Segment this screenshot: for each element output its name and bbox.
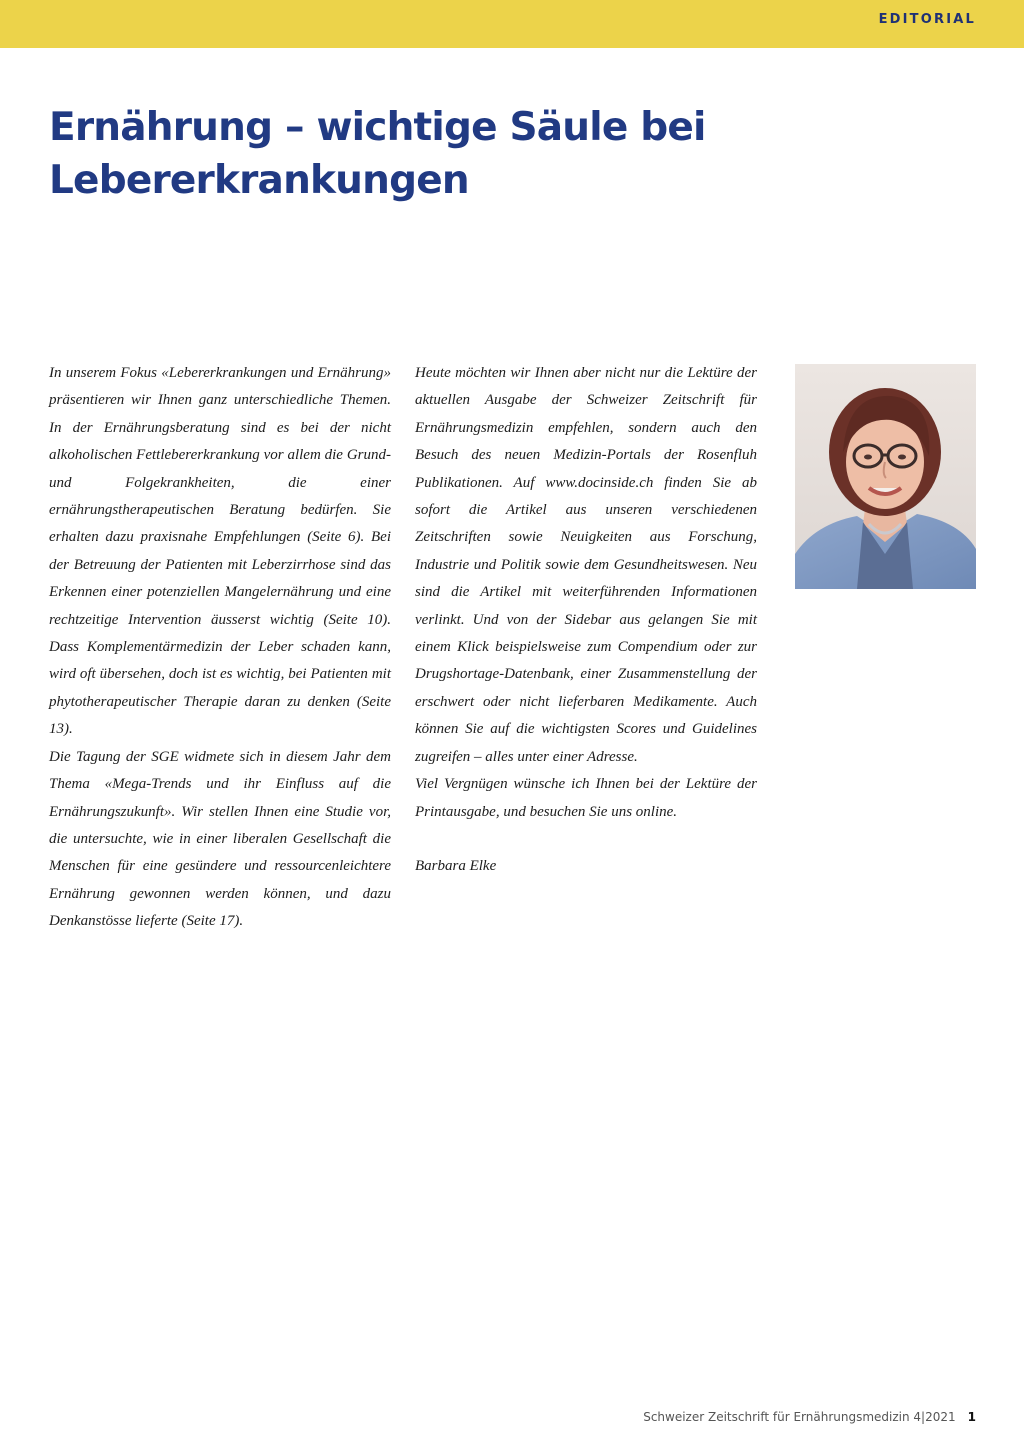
right-column [415, 360, 757, 881]
paragraph: Viel Vergnügen wünsche ich Ihnen bei der Lektüre der Printausgabe, und besuchen Sie uns online. [415, 776, 757, 820]
section-label: EDITORIAL [878, 12, 976, 27]
paragraph: Heute möchten wir Ihnen aber nicht nur die Lektüre der aktuellen Ausgabe der Schweizer Zeitschrift für Ernährungsmedizin empfehlen, sondern auch den Besuch des neuen Medizin-Portals der Rosenfluh Publikationen. Auf www.docinside.ch finden Sie ab sofort die Artikel aus unseren verschiedenen Zeitschriften sowie Neuigkeiten aus Forschung, Industrie und Politik sowie dem Gesundheitswesen. Neu sind die Artikel mit weiterführenden Informationen verlinkt. Und von der Sidebar aus gelangen Sie mit einem Klick beispielsweise zum Compendium oder zur Drugshortage-Datenbank, einer Zusammenstellung der erschwert oder nicht lieferbaren Medikamente. Auch können Sie auf die wichtigsten Scores und Guidelines zugreifen – alles unter einer Adresse. [415, 365, 757, 765]
header-band [0, 0, 1024, 48]
paragraph: In unserem Fokus «Lebererkrankungen und Ernährung» präsentieren wir Ihnen ganz unterschiedliche Themen. In der Ernährungsberatung sind es bei der nicht alkoholischen Fettlebererkrankung vor allem die Grund- und Folgekrankheiten, die einer ernährungstherapeutischen Beratung bedürfen. Sie erhalten dazu praxisnahe Empfehlungen (Seite 6). Bei der Betreuung der Patienten mit Leberzirrhose sind das Erkennen einer potenziellen Mangelernährung und eine rechtzeitige Intervention äusserst wichtig (Seite 10). Dass Komplementärmedizin der Leber schaden kann, wird oft übersehen, doch ist es wichtig, bei Patienten mit phytotherapeutischer Therapie daran zu denken (Seite 13). [49, 365, 391, 738]
paragraph: Die Tagung der SGE widmete sich in diesem Jahr dem Thema «Mega-Trends und ihr Einfluss auf die Ernährungszukunft». Wir stellen Ihnen eine Studie vor, die untersuchte, wie in einer liberalen Gesellschaft die Menschen für eine gesündere und ressourcenleichtere Ernährung gewonnen werden können, und dazu Denkanstösse lieferte (Seite 17). [49, 748, 391, 930]
page-number: 1 [967, 1410, 976, 1424]
journal-name: Schweizer Zeitschrift für Ernährungsmedizin 4|2021 [643, 1410, 956, 1424]
page-footer [643, 1410, 976, 1424]
author-signature: Barbara Elke [415, 858, 497, 875]
left-column [49, 360, 391, 936]
author-portrait [795, 364, 976, 589]
article-title: Ernährung – wichtige Säule bei Lebererkrankungen [49, 105, 706, 203]
